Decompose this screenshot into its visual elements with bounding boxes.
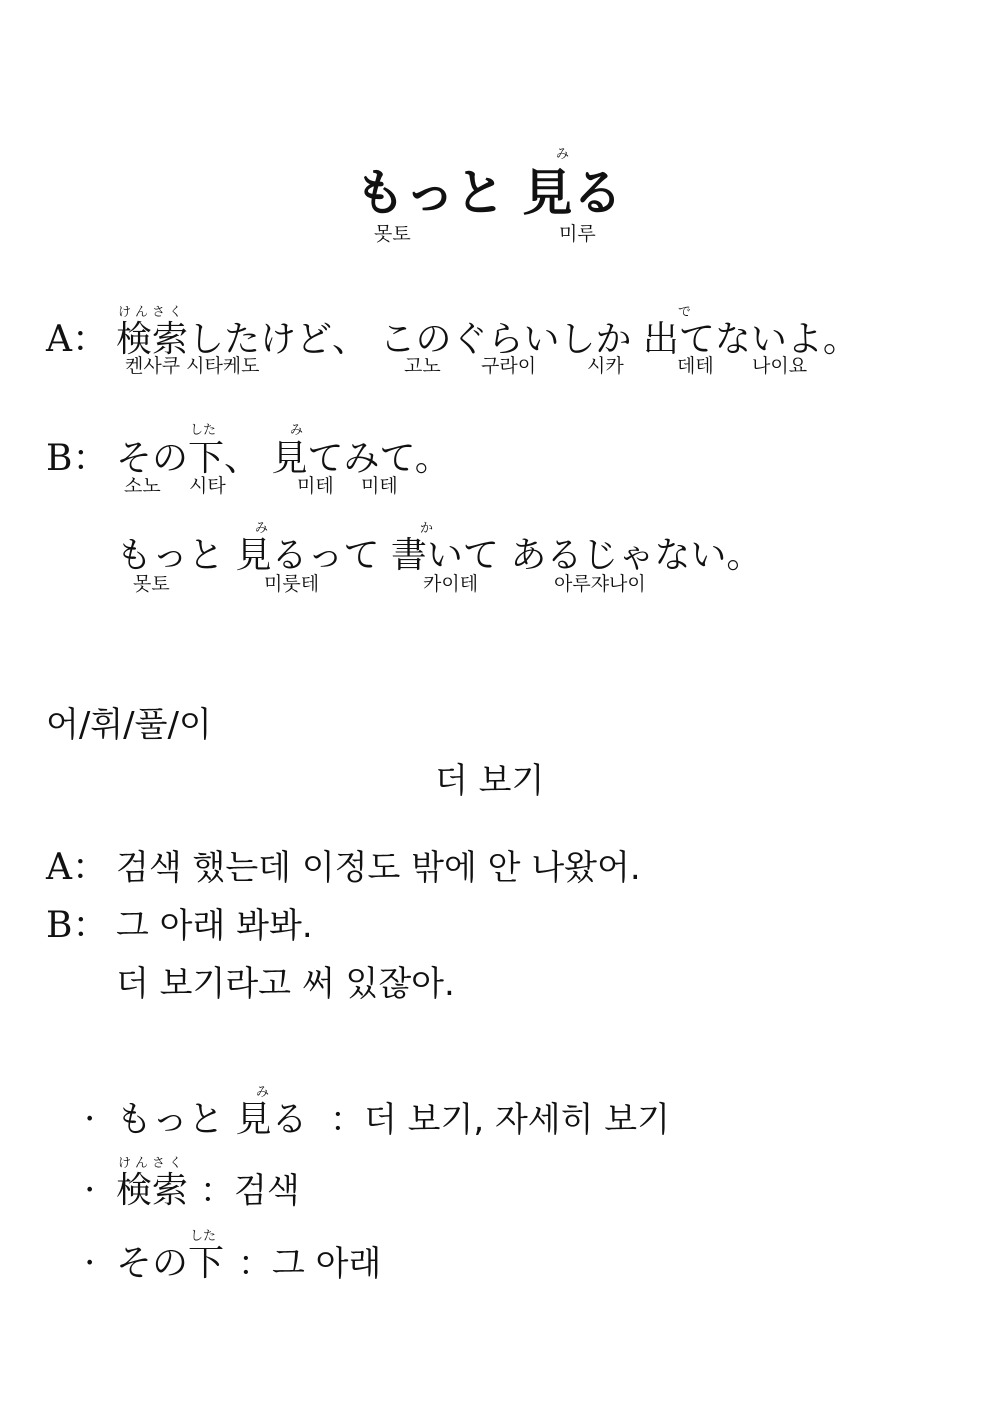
reading-a-6: 나이요	[752, 355, 808, 377]
speaker-b-label: B：	[46, 438, 109, 479]
item3-bullet: ·	[84, 1243, 96, 1284]
dialogue-b2-text: もっと 見るって 書いて あるじゃない。	[116, 535, 763, 576]
reading-b2-1: 못토	[133, 573, 170, 595]
reading-b2-4: 아루쟈나이	[554, 573, 646, 595]
item2-meaning: ：검색	[200, 1171, 300, 1211]
translation-a-speaker: A：	[46, 847, 108, 888]
vocab-subtitle: 더 보기	[435, 761, 545, 801]
furigana-mi-b2: み	[255, 521, 269, 536]
vocab-header: 어/휘/풀/이	[46, 705, 212, 745]
dialogue-a-text: 検索したけど、 このぐらいしか 出てないよ。	[116, 319, 859, 360]
reading-a-5: 데테	[677, 355, 714, 377]
page-title: もっと 見る	[355, 164, 623, 222]
item1-bullet: ·	[84, 1099, 96, 1140]
reading-b2-3: 카이테	[423, 573, 479, 595]
title-furigana-mi: み	[556, 147, 570, 162]
item1-meaning: ：더 보기, 자세히 보기	[330, 1100, 670, 1140]
item3-meaning: ：그 아래	[238, 1244, 382, 1284]
reading-a-1: 켄사쿠 시타케도	[125, 355, 260, 377]
item1-term: もっと 見る	[116, 1099, 308, 1140]
reading-b2-2: 미룻테	[264, 573, 320, 595]
item3-furigana: した	[190, 1229, 217, 1244]
translation-b-text: 그 아래 봐봐.	[116, 906, 313, 946]
dialogue-b-text: その下、 見てみて。	[116, 438, 451, 479]
reading-b-4: 미테	[361, 475, 398, 497]
furigana-shita: した	[190, 423, 217, 438]
reading-b-2: 시타	[189, 475, 226, 497]
reading-b-3: 미테	[297, 475, 334, 497]
reading-b-1: 소노	[124, 475, 161, 497]
title-reading-miru: 미루	[559, 223, 596, 245]
reading-a-2: 고노	[404, 355, 441, 377]
reading-a-4: 시카	[587, 355, 624, 377]
furigana-kensaku: けんさく	[118, 305, 187, 320]
title-reading-motto: 못토	[374, 223, 411, 245]
item2-term: 検索	[116, 1170, 189, 1211]
item1-furigana: み	[256, 1085, 270, 1100]
reading-a-3: 구라이	[481, 355, 537, 377]
translation-b-text2: 더 보기라고 써 있잖아.	[116, 964, 455, 1004]
speaker-a-label: A：	[46, 319, 108, 360]
furigana-ka: か	[420, 521, 434, 536]
item3-term: その下	[116, 1243, 225, 1284]
translation-b-speaker: B：	[46, 905, 109, 946]
item2-bullet: ·	[84, 1170, 96, 1211]
translation-a-text: 검색 했는데 이정도 밖에 안 나왔어.	[116, 848, 641, 888]
item2-furigana: けんさく	[118, 1156, 187, 1171]
furigana-de: で	[678, 305, 692, 320]
furigana-mi-b: み	[290, 423, 304, 438]
